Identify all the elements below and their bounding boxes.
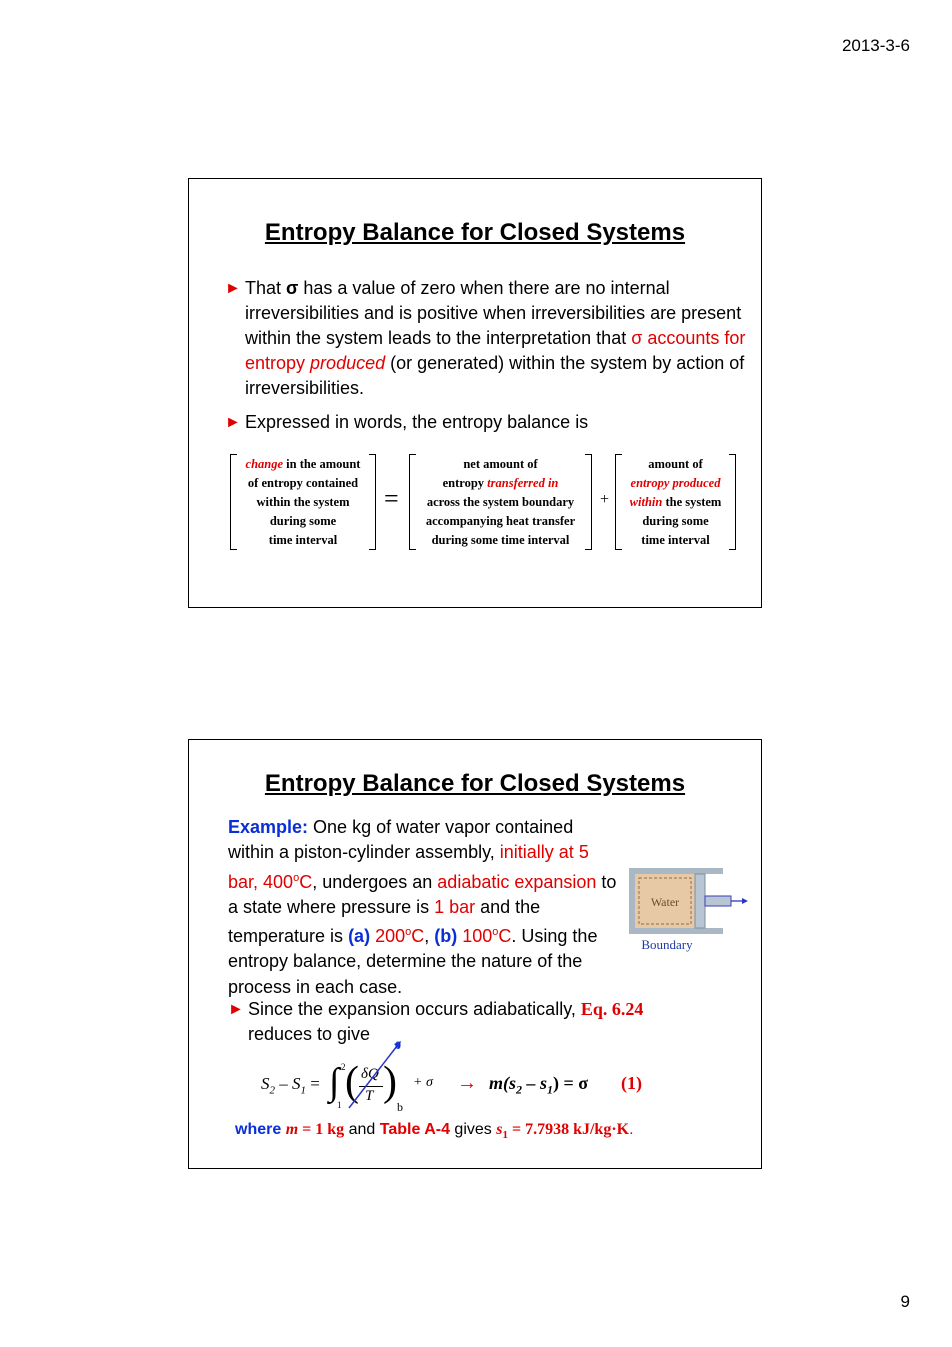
bullet-triangle-icon: ► (228, 1001, 244, 1018)
slide-2-title: Entropy Balance for Closed Systems (264, 770, 686, 797)
integral-sign: ∫ (329, 1061, 340, 1103)
slide-2-bullet: ► Since the expansion occurs adiabatically, Eq. 6.24 reduces to give (228, 999, 644, 1044)
equation-number: (1) (621, 1073, 642, 1093)
page-date: 2013-3-6 (841, 36, 910, 55)
slide-1 (188, 178, 762, 608)
boundary-label: Boundary (641, 937, 693, 952)
example-paragraph: Example: One kg of water vapor contained within a piston-cylinder assembly, initially at 5 bar, 400$^o$C, undergoes an adiabatic expansion to a state where pressure is 1 bar and the temperature is (a) 200$^o$C, (b) 100$^o$C. Using the entropy balance, determine the nature of the process in each case. (228, 817, 617, 997)
bullet-triangle-icon: ► (225, 414, 241, 431)
equals-sign: = (384, 484, 399, 513)
slide-1-title: Entropy Balance for Closed Systems (264, 219, 686, 246)
entropy-balance-equation: $S_2 - S_1$ = ∫ 2 1 ( δQ T ) b 0 + σ → $m(s_2 - s_1) = \sigma$ (1) (261, 1038, 642, 1114)
where-line: where m = 1 kg and Table A-4 gives $s_1 = 7.7938$ kJ/kg·K. (235, 1121, 634, 1142)
slide-1-bullet-2: ► Expressed in words, the entropy balance is (225, 410, 755, 435)
water-label: Water (650, 895, 680, 909)
balance-term-change: change in the amount of entropy contained within the system during some time interval (230, 454, 376, 550)
arrow-right-icon (742, 898, 748, 904)
piston-cylinder-diagram (629, 866, 749, 956)
balance-term-production: amount of entropy produced within the system during some time interval (615, 454, 736, 550)
page-number: 9 (900, 1292, 910, 1311)
arrow-right-icon: → (457, 1072, 477, 1094)
bullet-triangle-icon: ► (225, 280, 241, 297)
balance-term-transfer: net amount of entropy transferred in across the system boundary accompanying heat transfer during some time interval (409, 454, 592, 550)
plus-sign: + (600, 491, 610, 508)
slide-1-bullet-1: ► That σ has a value of zero when there are no internal irreversibilities and is positive when irreversibilities are present within the system leads to the interpretation that σ accounts for entropy produced (or generated) within the system by action of irreversibilities. (225, 278, 746, 398)
slide-2 (188, 739, 762, 1169)
